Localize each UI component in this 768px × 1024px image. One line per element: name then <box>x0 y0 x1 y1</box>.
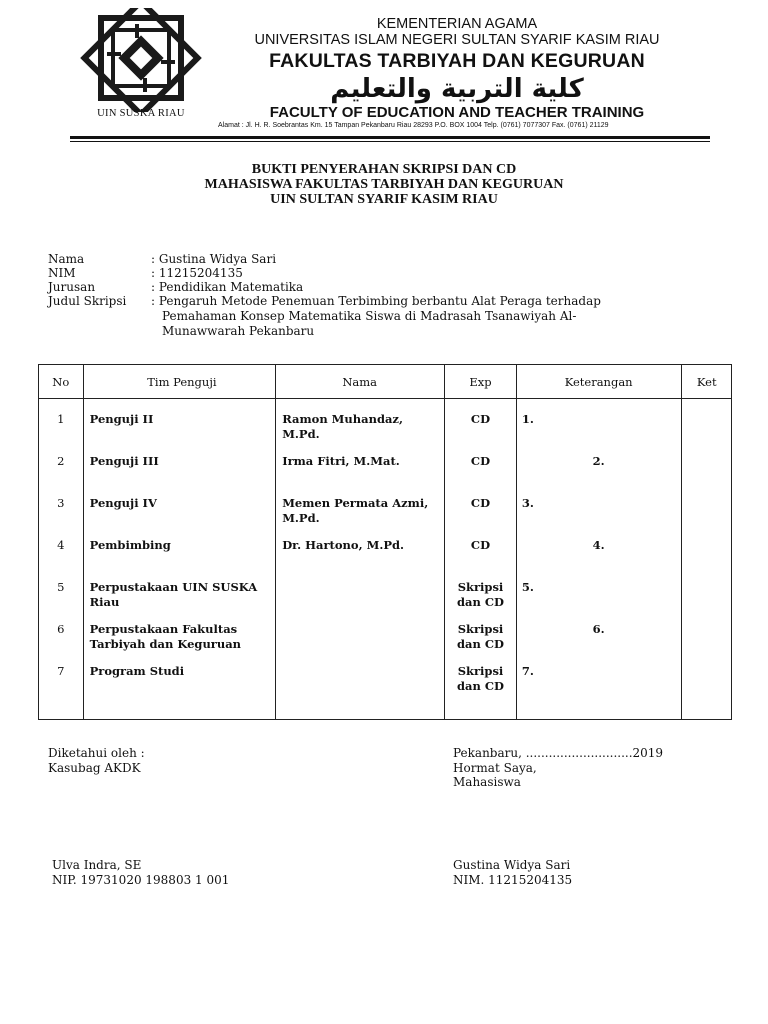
submission-table <box>38 364 732 720</box>
table-row <box>39 663 732 720</box>
header-divider-thin <box>70 141 710 142</box>
document-title-line-3: UIN SULTAN SYARIF KASIM RIAU <box>270 192 498 207</box>
row-exp: CD <box>445 495 517 537</box>
row-exp: CD <box>445 453 517 495</box>
table-row <box>39 537 732 579</box>
row-keterangan: 4. <box>516 537 682 579</box>
ministry-name: KEMENTERIAN AGAMA <box>376 16 538 32</box>
nama-value: : Gustina Widya Sari <box>151 252 277 266</box>
table-row <box>39 621 732 663</box>
header-keterangan: Keterangan <box>516 365 682 399</box>
row-keterangan: 2. <box>516 453 682 495</box>
row-tim: Penguji II <box>83 411 276 453</box>
nim-label: NIM <box>48 266 76 280</box>
row-no: 2 <box>39 453 84 495</box>
judul-label: Judul Skripsi <box>48 294 127 308</box>
header-tim-penguji: Tim Penguji <box>83 365 276 399</box>
row-ket <box>682 621 732 663</box>
row-no: 4 <box>39 537 84 579</box>
judul-line-2: Pemahaman Konsep Matematika Siswa di Madrasah Tsanawiyah Al- <box>162 309 577 323</box>
row-nama: Irma Fitri, M.Mat. <box>276 453 445 495</box>
row-nama: Memen Permata Azmi, M.Pd. <box>276 495 445 537</box>
row-no: 5 <box>39 579 84 621</box>
header-ket: Ket <box>682 365 732 399</box>
row-ket <box>682 663 732 720</box>
left-signature-block <box>48 746 145 775</box>
row-keterangan: 6. <box>516 621 682 663</box>
row-ket <box>682 453 732 495</box>
right-signer-nim: NIM. 11215204135 <box>453 872 573 887</box>
jurusan-value: : Pendidikan Matematika <box>151 280 304 294</box>
judul-line-1: : Pengaruh Metode Penemuan Terbimbing berbantu Alat Peraga terhadap <box>151 294 601 308</box>
table-header-row <box>39 365 732 399</box>
jurusan-label: Jurusan <box>48 280 96 294</box>
university-logo-emblem <box>70 8 212 112</box>
faculty-name-english: FACULTY OF EDUCATION AND TEACHER TRAINING <box>269 104 645 121</box>
row-keterangan: 5. <box>516 579 682 621</box>
row-keterangan: 1. <box>516 411 682 453</box>
row-ket <box>682 495 732 537</box>
row-keterangan: 3. <box>516 495 682 537</box>
document-title-line-1: BUKTI PENYERAHAN SKRIPSI DAN CD <box>251 162 517 177</box>
row-nama: Dr. Hartono, M.Pd. <box>276 537 445 579</box>
regards-label: Hormat Saya, <box>453 760 537 775</box>
row-tim: Perpustakaan UIN SUSKA Riau <box>83 579 276 621</box>
table-row <box>39 453 732 495</box>
row-nama <box>276 621 445 663</box>
row-tim: Penguji III <box>83 453 276 495</box>
row-tim: Pembimbing <box>83 537 276 579</box>
row-exp: Skripsi dan CD <box>445 621 517 663</box>
left-signer-identity <box>52 858 229 887</box>
table-row <box>39 495 732 537</box>
row-nama <box>276 579 445 621</box>
row-exp: Skripsi dan CD <box>445 579 517 621</box>
judul-value <box>151 294 671 339</box>
row-ket <box>682 579 732 621</box>
right-signer-identity <box>453 858 572 887</box>
left-signer-role: Kasubag AKDK <box>48 760 141 775</box>
table-row <box>39 411 732 453</box>
header-no: No <box>39 365 84 399</box>
faculty-address: Alamat : Jl. H. R. Soebrantas Km. 15 Tampan Pekanbaru Riau 28293 P.O. BOX 1004 Telp. (0761) 7077307 Fax. (0761) 21129 <box>218 122 609 129</box>
left-signer-name: Ulva Indra, SE <box>52 858 142 872</box>
place-date: Pekanbaru, ............................2019 <box>453 746 664 760</box>
right-signer-role: Mahasiswa <box>453 775 521 789</box>
header-nama: Nama <box>276 365 445 399</box>
row-tim: Penguji IV <box>83 495 276 537</box>
row-no: 3 <box>39 495 84 537</box>
row-nama: Ramon Muhandaz, M.Pd. <box>276 411 445 453</box>
faculty-name: FAKULTAS TARBIYAH DAN KEGURUAN <box>269 50 645 72</box>
header-divider-thick <box>70 136 710 139</box>
row-ket <box>682 537 732 579</box>
left-signer-nip: NIP. 19731020 198803 1 001 <box>52 872 230 887</box>
right-signer-name: Gustina Widya Sari <box>453 858 571 872</box>
row-keterangan: 7. <box>516 663 682 720</box>
row-nama <box>276 663 445 720</box>
university-name: UNIVERSITAS ISLAM NEGERI SULTAN SYARIF KASIM RIAU <box>254 32 660 48</box>
judul-line-3: Munawwarah Pekanbaru <box>162 324 315 338</box>
row-no: 6 <box>39 621 84 663</box>
row-exp: Skripsi dan CD <box>445 663 517 720</box>
row-ket <box>682 411 732 453</box>
row-tim: Perpustakaan Fakultas Tarbiyah dan Keguruan <box>83 621 276 663</box>
logo-caption: UIN SUSKA RIAU <box>97 108 185 119</box>
faculty-name-arabic: كلية التربية والتعليم <box>330 74 584 104</box>
known-by-label: Diketahui oleh : <box>48 746 145 760</box>
nim-value: : 11215204135 <box>151 266 243 280</box>
table-row <box>39 579 732 621</box>
document-title-line-2: MAHASISWA FAKULTAS TARBIYAH DAN KEGURUAN <box>204 177 564 192</box>
right-signature-block <box>453 746 663 790</box>
row-exp: CD <box>445 411 517 453</box>
nama-label: Nama <box>48 252 85 266</box>
row-no: 7 <box>39 663 84 720</box>
row-no: 1 <box>39 411 84 453</box>
row-exp: CD <box>445 537 517 579</box>
header-exp: Exp <box>445 365 517 399</box>
row-tim: Program Studi <box>83 663 276 720</box>
